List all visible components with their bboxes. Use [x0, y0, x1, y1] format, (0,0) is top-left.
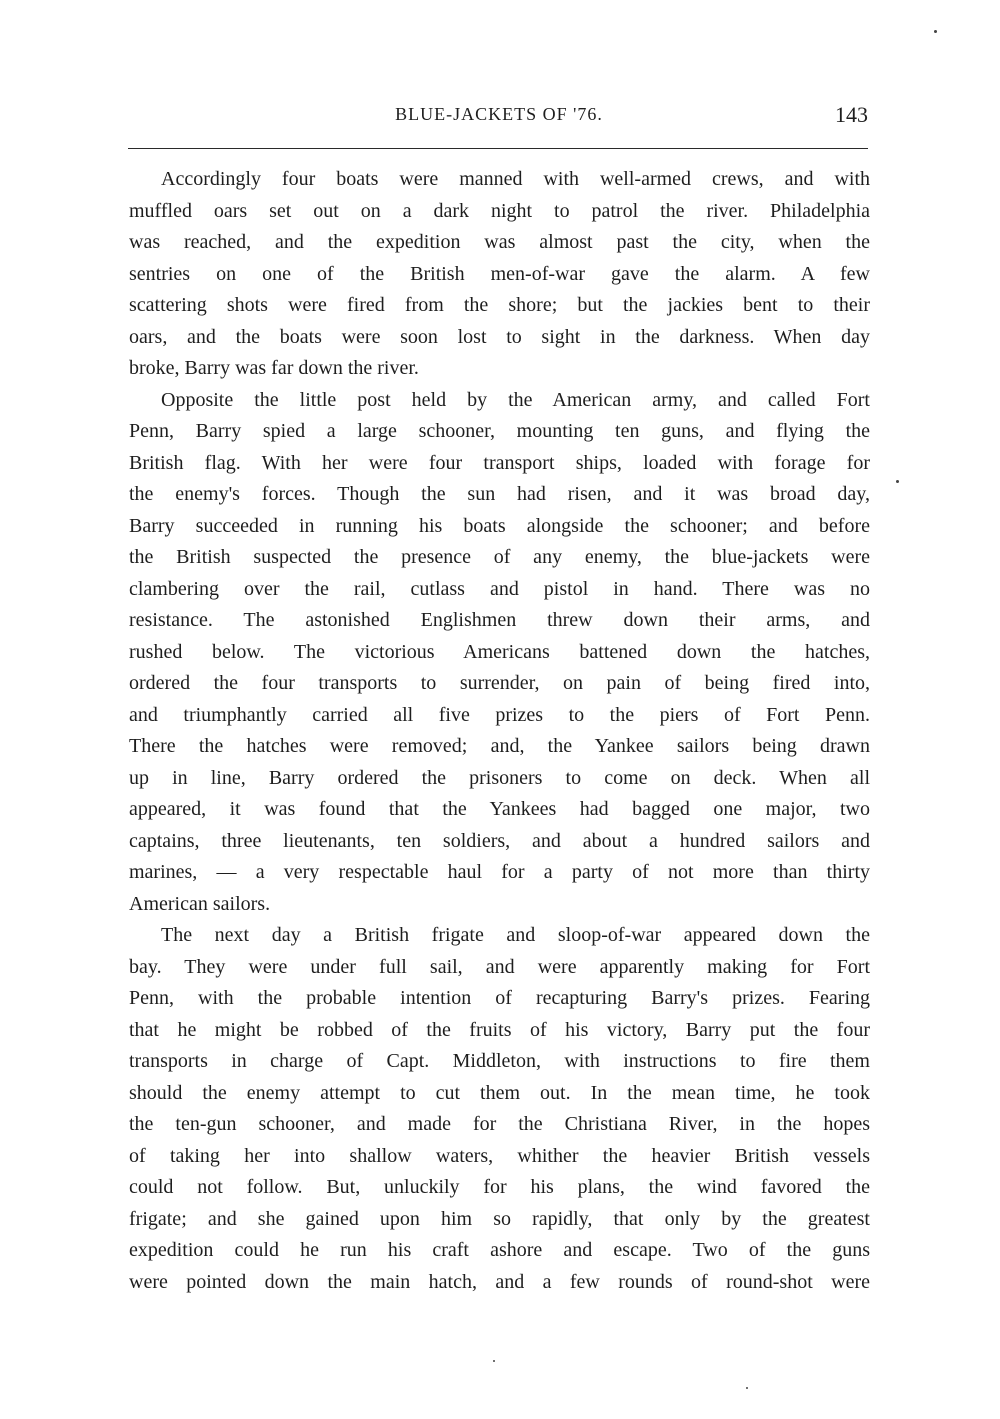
text-line: broke, Barry was far down the river.	[129, 357, 419, 379]
text-line: captains, three lieutenants, ten soldiers, and about a hundred sailors and	[129, 829, 870, 852]
text-line: frigate; and she gained upon him so rapidly, that only by the greatest	[129, 1207, 870, 1230]
text-line: sentries on one of the British men-of-war gave the alarm. A few	[129, 262, 870, 285]
scan-speck	[934, 30, 937, 33]
text-line: were pointed down the main hatch, and a few rounds of round-shot were	[129, 1270, 870, 1293]
text-line: The next day a British frigate and sloop-of-war appeared down the	[161, 924, 870, 946]
text-line: the enemy's forces. Though the sun had risen, and it was broad day,	[129, 483, 870, 505]
text-line: of taking her into shallow waters, whither the heavier British vessels	[129, 1144, 870, 1167]
text-line: the ten-gun schooner, and made for the Christiana River, in the hopes	[129, 1113, 870, 1135]
text-line: could not follow. But, unluckily for his plans, the wind favored the	[129, 1176, 870, 1198]
text-line: should the enemy attempt to cut them out. In the mean time, he took	[129, 1081, 870, 1104]
text-line: ordered the four transports to surrender, on pain of being fired into,	[129, 672, 870, 694]
text-line: American sailors.	[129, 892, 271, 915]
text-line: There the hatches were removed; and, the Yankee sailors being drawn	[129, 735, 870, 757]
text-line: the British suspected the presence of any enemy, the blue-jackets were	[129, 546, 870, 568]
text-line: expedition could he run his craft ashore and escape. Two of the guns	[129, 1239, 870, 1261]
text-line: that he might be robbed of the fruits of his victory, Barry put the four	[129, 1018, 870, 1041]
scan-speck	[746, 1387, 748, 1389]
header-rule	[128, 148, 868, 149]
running-head	[128, 104, 870, 134]
text-line: Opposite the little post held by the American army, and called Fort	[161, 388, 870, 411]
text-line: appeared, it was found that the Yankees had bagged one major, two	[129, 798, 870, 820]
text-line: up in line, Barry ordered the prisoners to come on deck. When all	[129, 766, 870, 789]
text-line: rushed below. The victorious Americans battened down the hatches,	[129, 640, 870, 663]
text-line: clambering over the rail, cutlass and pistol in hand. There was no	[129, 577, 870, 600]
text-line: Barry succeeded in running his boats alongside the schooner; and before	[129, 514, 870, 537]
text-line: resistance. The astonished Englishmen threw down their arms, and	[129, 609, 870, 631]
text-line: British flag. With her were four transport ships, loaded with forage for	[129, 451, 870, 474]
text-line: and triumphantly carried all five prizes to the piers of Fort Penn.	[129, 703, 870, 726]
text-line: marines, — a very respectable haul for a party of not more than thirty	[129, 861, 870, 883]
running-title: BLUE-JACKETS OF '76.	[395, 104, 603, 124]
scan-speck	[896, 480, 899, 483]
text-line: was reached, and the expedition was almost past the city, when the	[129, 231, 870, 253]
text-line: muffled oars set out on a dark night to patrol the river. Philadelphia	[129, 199, 870, 222]
text-line: transports in charge of Capt. Middleton, with instructions to fire them	[129, 1050, 870, 1072]
text-line: Penn, Barry spied a large schooner, mounting ten guns, and flying the	[129, 420, 870, 442]
text-line: oars, and the boats were soon lost to sight in the darkness. When day	[129, 325, 870, 348]
text-line: Penn, with the probable intention of recapturing Barry's prizes. Fearing	[129, 987, 870, 1009]
text-line: Accordingly four boats were manned with well-armed crews, and with	[161, 168, 870, 190]
scan-speck	[493, 1360, 495, 1362]
body-text	[129, 164, 870, 1298]
page-number: 143	[835, 102, 868, 127]
text-line: bay. They were under full sail, and were apparently making for Fort	[129, 955, 870, 978]
text-line: scattering shots were fired from the shore; but the jackies bent to their	[129, 294, 870, 316]
